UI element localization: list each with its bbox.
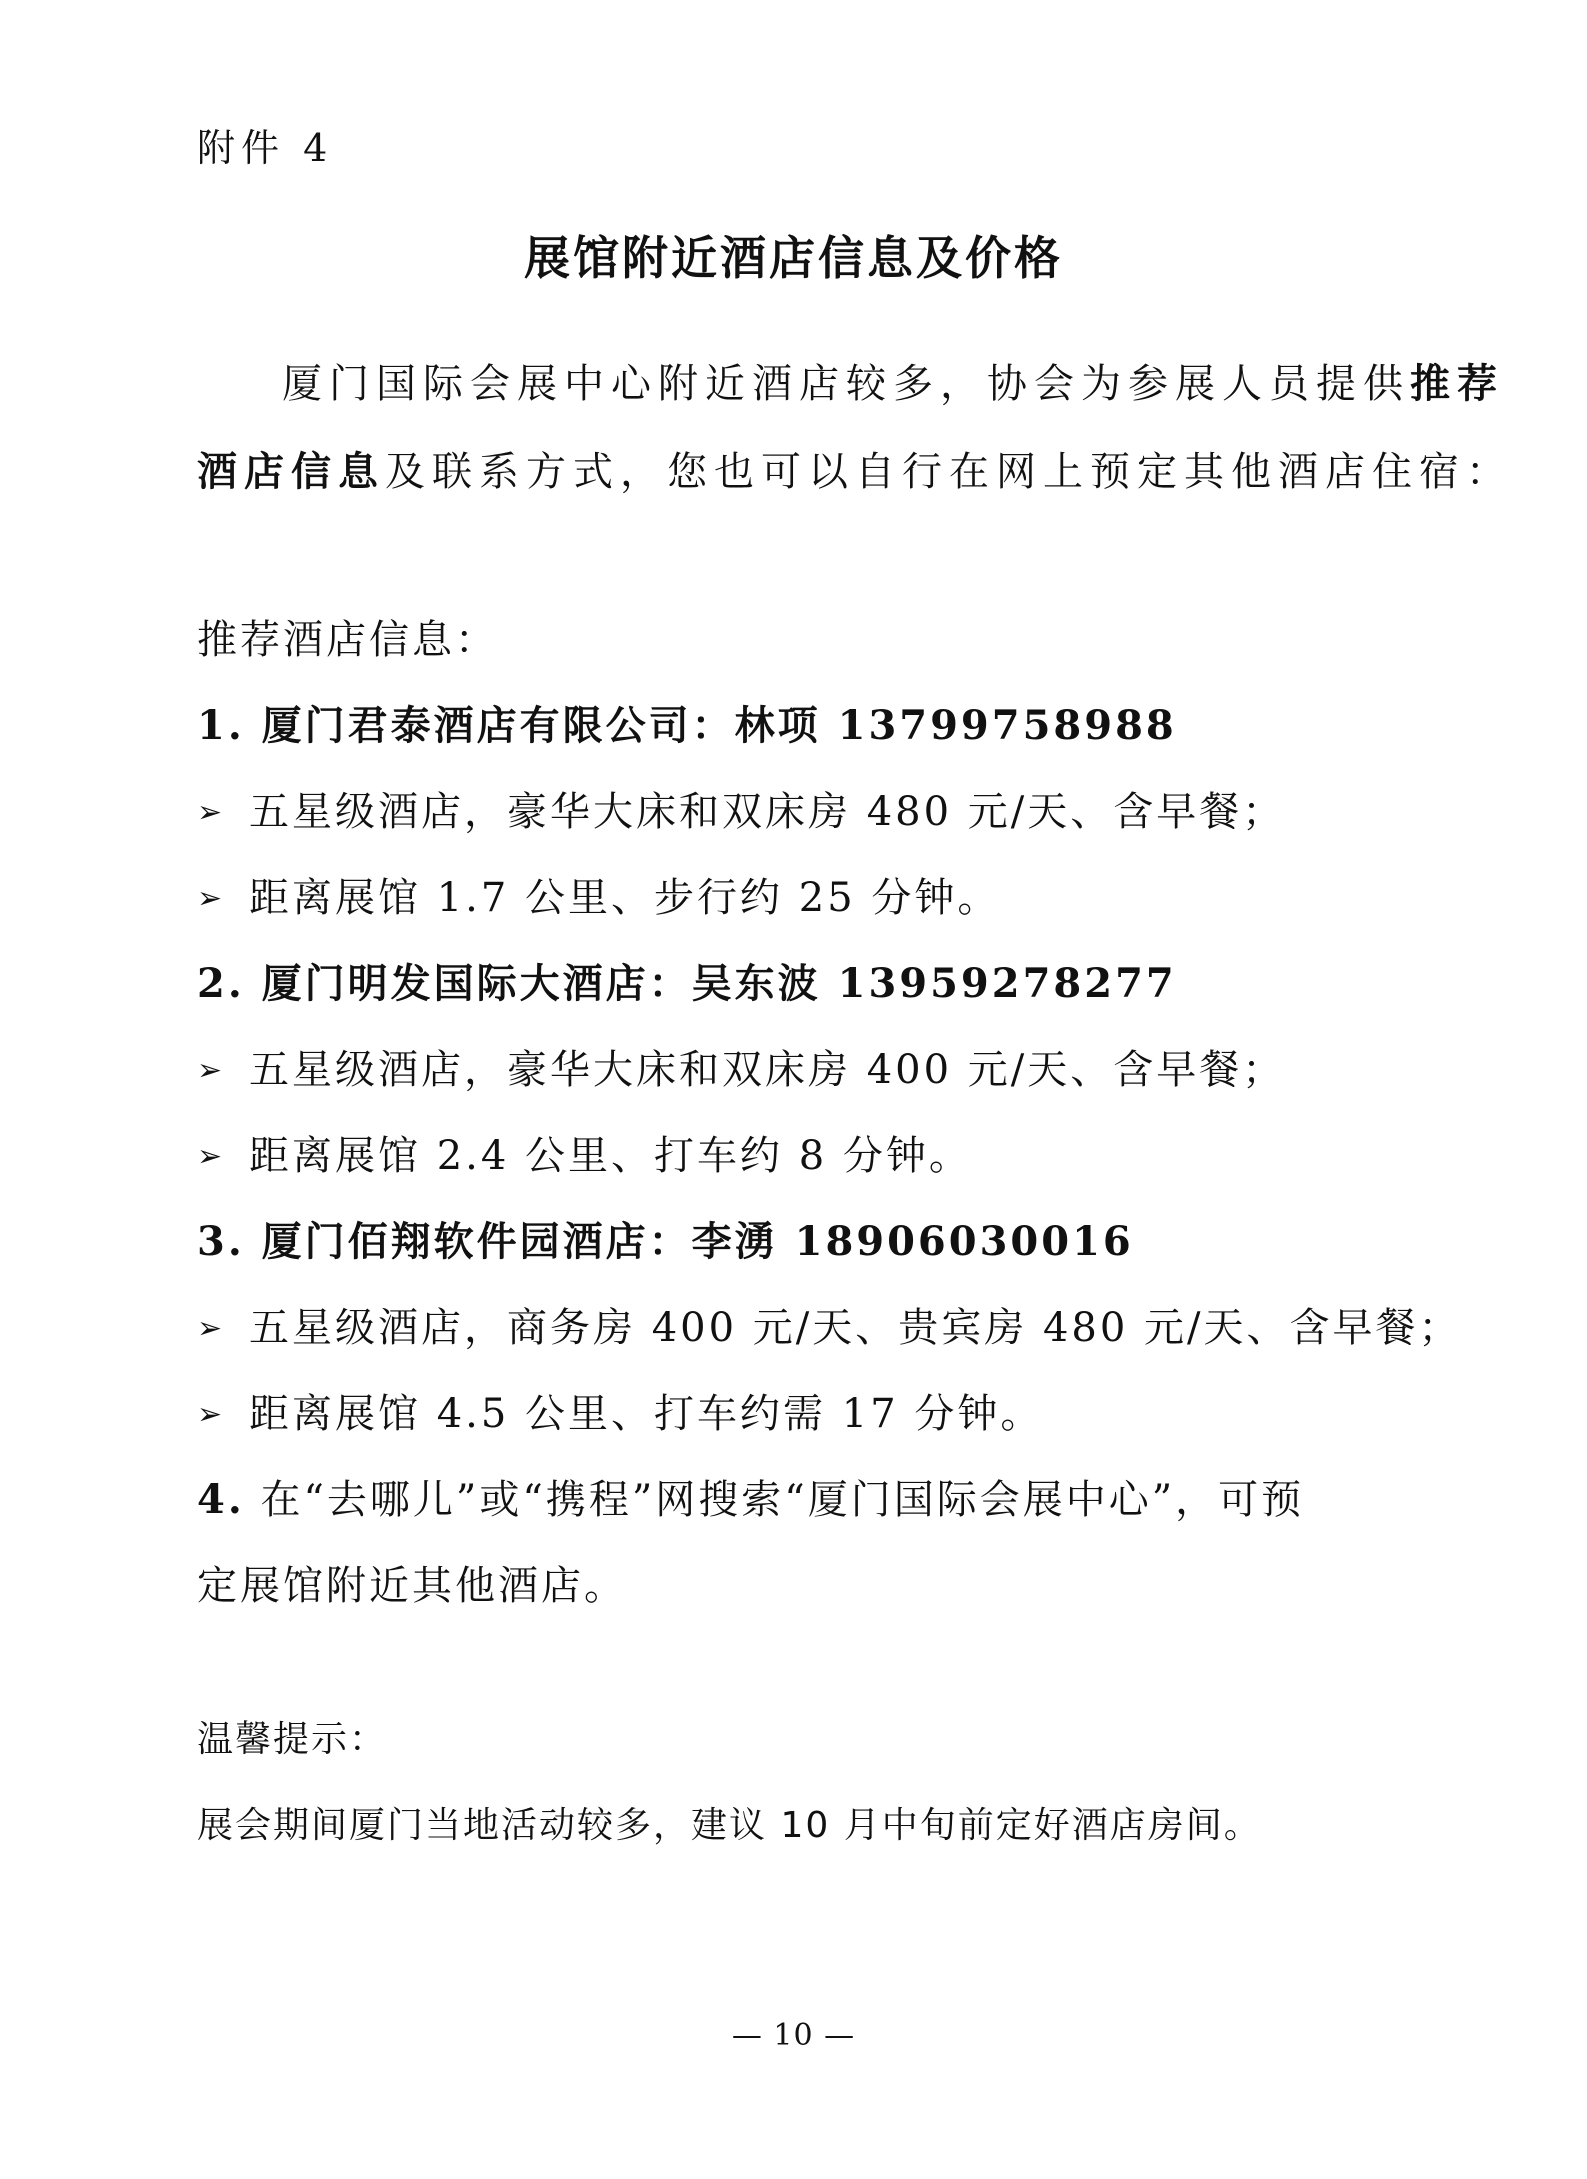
arrow-bullet-icon: ➢ — [197, 1139, 226, 1174]
hotel-3-distance: 距离展馆 4.5 公里、打车约需 17 分钟。 — [249, 1391, 1044, 1437]
hotel-2-price: 五星级酒店，豪华大床和双床房 400 元/天、含早餐； — [249, 1047, 1286, 1093]
arrow-bullet-icon: ➢ — [197, 1397, 226, 1432]
hotel-1-price: 五星级酒店，豪华大床和双床房 480 元/天、含早餐； — [249, 789, 1286, 835]
hotel-3-detail-2 — [197, 1388, 1043, 1441]
arrow-bullet-icon: ➢ — [197, 1311, 226, 1346]
intro-line-1-text: 厦门国际会展中心附近酒店较多，协会为参展人员提供 — [282, 361, 1410, 407]
hotel-3-detail-1 — [197, 1302, 1462, 1355]
arrow-bullet-icon: ➢ — [197, 795, 226, 830]
page-number: — 10 — — [731, 2018, 856, 2053]
intro-line-2-text: 及联系方式，您也可以自行在网上预定其他酒店住宿： — [385, 449, 1513, 495]
arrow-bullet-icon: ➢ — [197, 1053, 226, 1088]
hotel-1-distance: 距离展馆 1.7 公里、步行约 25 分钟。 — [249, 875, 1001, 921]
intro-line-1-bold: 推荐 — [1410, 360, 1504, 407]
hotel-3-price: 五星级酒店，商务房 400 元/天、贵宾房 480 元/天、含早餐； — [249, 1305, 1462, 1351]
hotel-3-heading: 3. 厦门佰翔软件园酒店：李湧 18906030016 — [197, 1218, 1134, 1265]
attachment-label: 附件 4 — [197, 126, 334, 170]
other-hotels-number: 4. — [197, 1476, 245, 1523]
hotel-1-heading: 1. 厦门君泰酒店有限公司：林项 13799758988 — [197, 702, 1177, 749]
recommended-label: 推荐酒店信息： — [197, 617, 498, 663]
intro-line-1 — [282, 358, 1504, 410]
hotel-2-heading: 2. 厦门明发国际大酒店：吴东波 13959278277 — [197, 960, 1177, 1007]
page-title: 展馆附近酒店信息及价格 — [524, 231, 1063, 285]
hotel-2-detail-2 — [197, 1130, 972, 1183]
intro-line-2-bold: 酒店信息 — [197, 448, 385, 495]
hotel-2-detail-1 — [197, 1044, 1285, 1097]
hotel-1-detail-1 — [197, 786, 1285, 839]
other-hotels-text: 在“去哪儿”或“携程”网搜索“厦门国际会展中心”，可预 — [260, 1477, 1305, 1523]
hotel-2-distance: 距离展馆 2.4 公里、打车约 8 分钟。 — [249, 1133, 972, 1179]
other-hotels-line-1 — [197, 1474, 1304, 1526]
other-hotels-line-2: 定展馆附近其他酒店。 — [197, 1563, 627, 1609]
arrow-bullet-icon: ➢ — [197, 881, 226, 916]
tip-text: 展会期间厦门当地活动较多，建议 10 月中旬前定好酒店房间。 — [197, 1805, 1262, 1846]
hotel-1-detail-2 — [197, 872, 1000, 925]
tip-label: 温馨提示： — [197, 1719, 388, 1760]
intro-line-2 — [197, 446, 1513, 498]
